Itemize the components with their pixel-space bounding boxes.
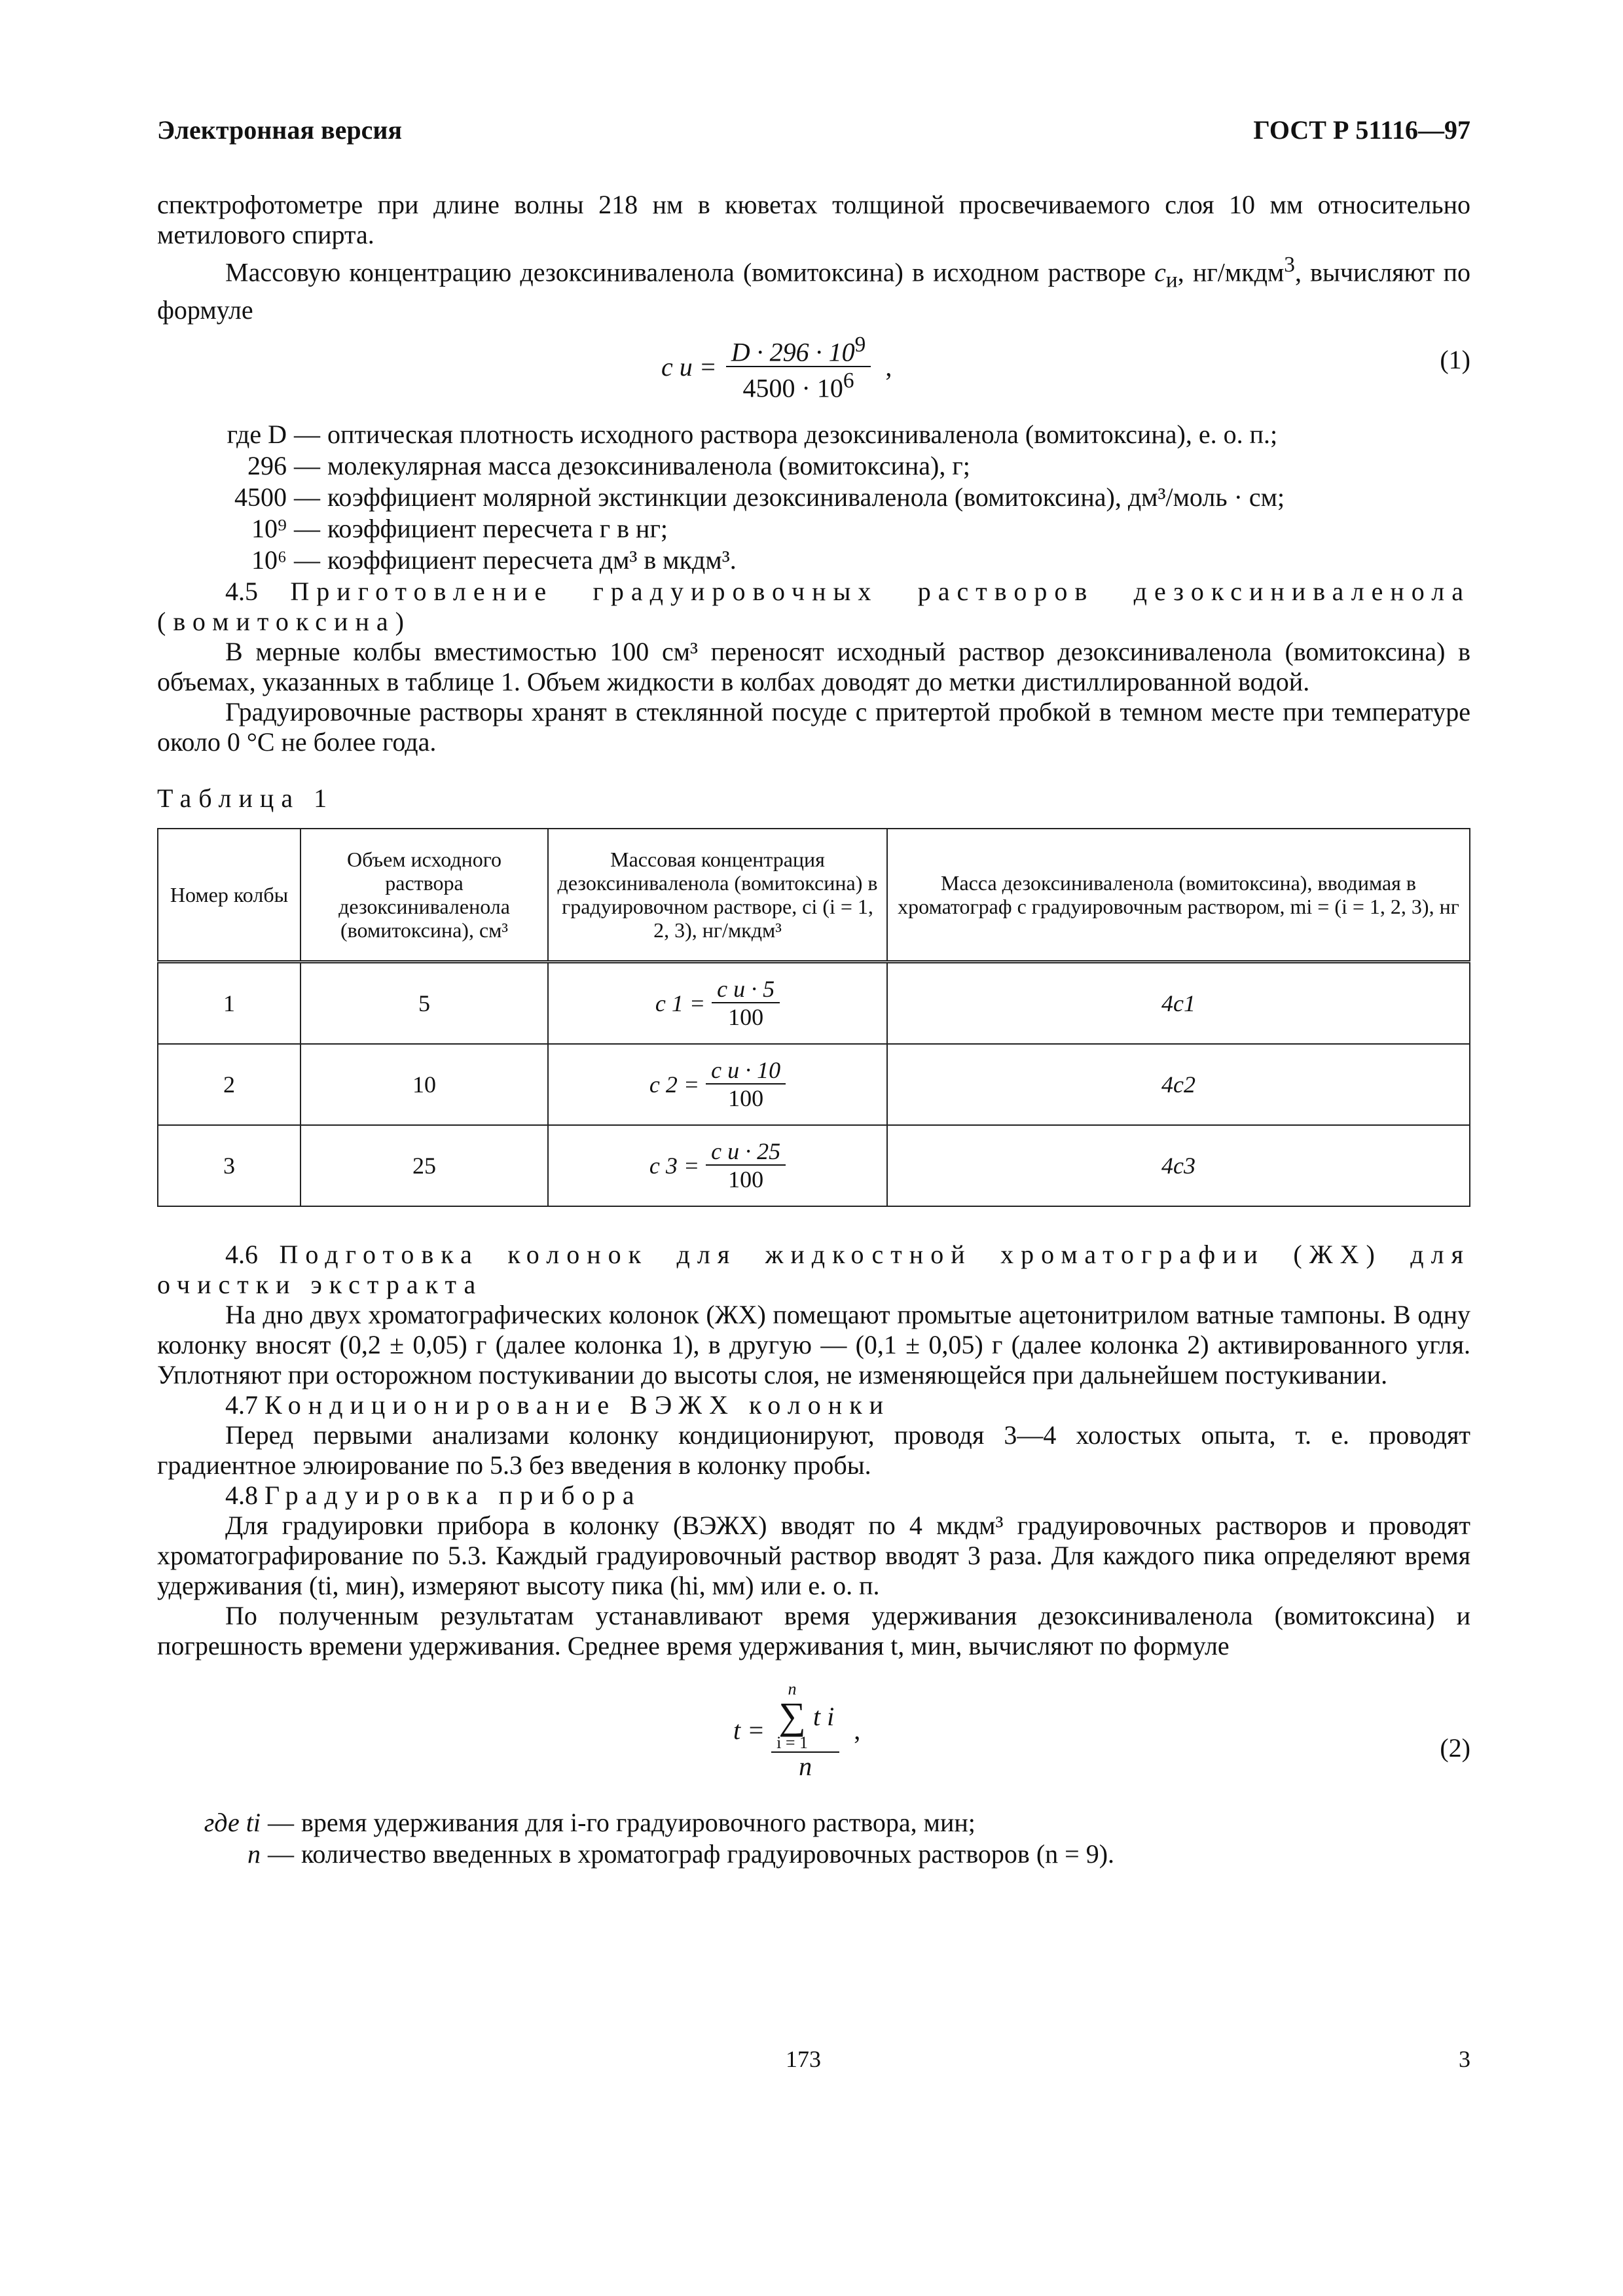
section-title: Кондиционирование ВЭЖХ колонки [264,1390,891,1420]
definition-row [157,1808,1470,1839]
formula-2-lhs: t = [733,1715,765,1746]
text-run: Массовую концентрацию дезоксиниваленола (вомитоксина) в исходном растворе [225,257,1155,287]
column-header-mass: Масса дезоксиниваленола (вомитоксина), вводимая в хроматограф с градуировочным раствором, mi = (i = 1, 2, 3), нг [887,829,1470,962]
cell-flask-number: 1 [158,962,301,1045]
paragraph-mass-concentration [157,250,1470,325]
formula-2-number: (2) [1440,1733,1470,1763]
paragraph-4-8-a: Для градуировки прибора в колонку (ВЭЖХ) вводят по 4 мкдм³ градуировочных растворов и проводят хроматографирование по 5.3. Каждый градуировочный раствор вводят 3 раза. Для каждого пика определяют время удерживания (ti, мин), измеряют высоту пика (hi, мм) или е. о. п. [157,1511,1470,1601]
definition-dash: — [294,545,320,575]
text-run: , нг/мкдм [1177,257,1285,287]
definition-term: 10⁹ [251,514,287,544]
denominator-exponent: 6 [843,368,854,393]
sum-lower-limit: i = 1 [776,1733,808,1753]
formula-2-comma: , [854,1715,861,1746]
cell-volume: 10 [301,1044,548,1125]
formula-2-denominator: n [799,1751,812,1782]
cell-concentration [548,1044,887,1125]
section-title: Подготовка колонок для жидкостной хроматографии (ЖХ) для очистки экстракта [157,1240,1470,1300]
concentration-fraction [712,976,780,1031]
definition-text: коэффициент пересчета г в нг; [327,514,668,544]
concentration-lhs: c 1 = [655,990,706,1017]
cell-mass: 4c3 [887,1125,1470,1206]
definition-dash: — [294,514,320,544]
document-body [157,190,1470,1871]
sum-sign: ∑ [778,1695,806,1738]
concentration-lhs: c 2 = [649,1071,700,1098]
table-row [158,1044,1470,1125]
cell-concentration [548,962,887,1045]
denominator-text: 4500 · 10 [742,372,843,403]
formula-1-lhs: c и = [661,351,717,382]
section-heading-4-6 [157,1240,1470,1300]
definition-text: молекулярная масса дезоксиниваленола (вомитоксина), г; [327,451,970,481]
fraction-numerator: c и · 5 [712,976,780,1003]
definition-dash: — [294,482,320,512]
paragraph-4-5-a: В мерные колбы вместимостью 100 см³ переносят исходный раствор дезоксиниваленола (вомитоксина) в объемах, указанных в таблице 1. Объем жидкости в колбах доводят до метки дистиллированной водой. [157,637,1470,697]
section-number: 4.5 [225,577,258,607]
cell-flask-number: 3 [158,1125,301,1206]
definition-row [157,420,1470,451]
paragraph-4-8-b: По полученным результатам устанавливают время удерживания дезоксиниваленола (вомитоксина) и погрешность времени удерживания. Среднее время удерживания t, мин, вычисляют по формуле [157,1601,1470,1661]
fraction-numerator: c и · 10 [706,1057,786,1085]
formula-1-number: (1) [1440,345,1470,375]
formula-1-numerator [726,332,871,367]
section-heading-4-8 [157,1480,1470,1511]
fraction-denominator: 100 [728,1004,764,1031]
numerator-exponent: 9 [854,332,866,357]
table-row [158,1125,1470,1206]
definition-text: коэффициент молярной экстинкции дезоксиниваленола (вомитоксина), дм³/моль · см; [327,482,1285,512]
definition-row [157,482,1470,514]
paragraph-4-5-b: Градуировочные растворы хранят в стеклянной посуде с притертой пробкой в темном месте при температуре около 0 °С не более года. [157,697,1470,757]
paragraph-4-6: На дно двух хроматографических колонок (ЖХ) помещают промытые ацетонитрилом ватные тампоны. В одну колонку вносят (0,2 ± 0,05) г (далее колонка 1), в другую — (0,1 ± 0,05) г (далее колонка 2) активированного угля. Уплотняют при осторожном постукивании до высоты слоя, не изменяющейся при дальнейшем постукивании. [157,1300,1470,1390]
fraction-numerator: c и · 25 [706,1138,786,1166]
formula-1-expression [661,332,892,402]
superscript-3: 3 [1284,253,1295,277]
definition-row [157,451,1470,482]
header-edition: Электронная версия [157,115,403,145]
symbol-c: c [1154,257,1166,287]
definition-term: n [247,1839,261,1869]
sum-term: t i [813,1701,835,1731]
cell-concentration [548,1125,887,1206]
subscript-i: и [1165,268,1178,293]
table-header-row [158,829,1470,962]
definition-dash: — [294,451,320,481]
table-row [158,962,1470,1045]
section-heading-4-5 [157,577,1470,637]
formula-1-comma: , [885,351,892,382]
column-header-concentration: Массовая концентрация дезоксиниваленола (вомитоксина) в градуировочном растворе, ci (i = 1, 2, 3), нг/мкдм³ [548,829,887,962]
formula-1-denominator [738,367,860,402]
formula-1-fraction [726,332,871,402]
formula-2-definitions [157,1808,1470,1871]
section-number: 4.7 [225,1390,258,1420]
fraction-denominator: 100 [728,1085,764,1112]
cell-mass: 4c2 [887,1044,1470,1125]
definition-term: где ti [204,1808,261,1838]
header-standard-number: ГОСТ Р 51116—97 [1253,115,1470,145]
definition-term: 296 [247,451,287,481]
definition-term: 4500 [234,482,287,512]
section-number: 4.8 [225,1480,258,1511]
text-run: , вычисляют по формуле [157,257,1470,325]
definition-row [157,514,1470,545]
calibration-table [157,828,1470,1207]
formula-2-expression [733,1681,860,1780]
definition-row [157,1839,1470,1871]
paragraph-4-7: Перед первыми анализами колонку кондиционируют, проводя 3—4 холостых опыта, т. е. проводят градиентное элюирование по 5.3 без введения в колонку пробы. [157,1420,1470,1480]
numerator-text: D · 296 · 10 [731,337,855,367]
concentration-fraction [706,1138,786,1193]
definition-dash: — [294,420,320,450]
column-header-flask-number: Номер колбы [158,829,301,962]
definition-term: где D [227,420,287,450]
column-header-volume: Объем исходного раствора дезоксиниваленола (вомитоксина), см³ [301,829,548,962]
paragraph-continuation: спектрофотометре при длине волны 218 нм в кюветах толщиной просвечиваемого слоя 10 мм относительно метилового спирта. [157,190,1470,249]
definition-row [157,545,1470,577]
definition-text: коэффициент пересчета дм³ в мкдм³. [327,545,737,575]
formula-2-fraction [771,1681,839,1780]
definition-text: время удерживания для i-го градуировочного раствора, мин; [301,1808,976,1838]
sum-operator [776,1681,808,1751]
definition-dash: — [268,1808,294,1838]
cell-volume: 5 [301,962,548,1045]
concentration-fraction [706,1057,786,1112]
table-caption: Таблица 1 [157,783,335,814]
footer-page-number: 3 [1459,2046,1470,2072]
section-heading-4-7 [157,1390,1470,1420]
section-title: Приготовление градуировочных растворов дезоксиниваленола (вомитоксина) [157,577,1470,637]
formula-2 [157,1661,1470,1799]
cell-volume: 25 [301,1125,548,1206]
cell-flask-number: 2 [158,1044,301,1125]
definition-term: 10⁶ [251,545,287,575]
definition-text: оптическая плотность исходного раствора дезоксиниваленола (вомитоксина), е. о. п.; [327,420,1278,450]
sum-upper-limit: n [788,1679,797,1699]
section-title: Градуировка прибора [264,1480,642,1511]
formula-2-numerator [771,1681,839,1753]
formula-1 [157,325,1470,410]
cell-mass: 4c1 [887,962,1470,1045]
definition-text: количество введенных в хроматограф градуировочных растворов (n = 9). [301,1839,1115,1869]
definition-dash: — [268,1839,294,1869]
concentration-lhs: c 3 = [649,1153,700,1179]
fraction-denominator: 100 [728,1166,764,1193]
footer-page-number-original: 173 [786,2046,821,2072]
section-number: 4.6 [225,1240,258,1270]
formula-1-definitions [157,420,1470,577]
